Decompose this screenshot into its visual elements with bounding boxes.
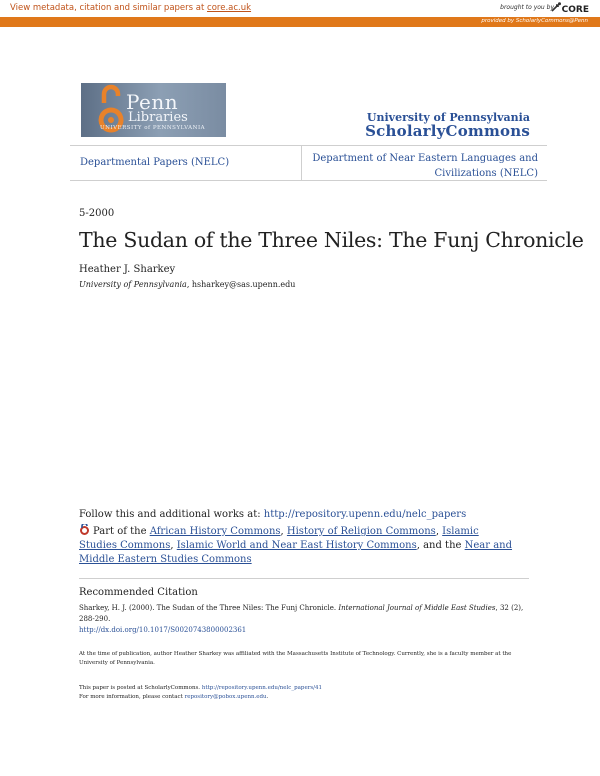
partof-separator: , [280, 526, 287, 537]
penn-logo-university: UNIVERSITY of PENNSYLVANIA [100, 125, 206, 131]
core-logo-text: CORE [561, 5, 589, 15]
core-provided-text: provided by ScholarlyCommons@Penn [481, 18, 588, 24]
departmental-papers-link[interactable]: Departmental Papers (NELC) [80, 157, 230, 168]
islamic-world-near-east-history-commons-link[interactable]: Islamic World and Near East History Commons [176, 540, 417, 551]
african-history-commons-link[interactable]: African History Commons [149, 526, 281, 537]
core-logo-icon [550, 2, 562, 13]
core-brought-text: brought to you by [500, 4, 554, 11]
contact-text: For more information, please contact [79, 694, 185, 700]
follow-url-link[interactable]: http://repository.upenn.edu/nelc_papers [263, 509, 467, 520]
part-of-commons [79, 524, 519, 567]
publication-date: 5-2000 [79, 208, 115, 219]
core-logo[interactable] [550, 2, 589, 15]
author-name: Heather J. Sharkey [79, 264, 176, 275]
citation-doi-link[interactable]: http://dx.doi.org/10.1017/S0020743800002361 [79, 626, 247, 634]
partof-separator: , [170, 540, 177, 551]
affiliation-note: At the time of publication, author Heather Sharkey was affiliated with the Massachusetts Institute of Technology. Currently, she is a faculty member at the University of Pennsylvania. [79, 651, 512, 666]
follow-line [79, 509, 466, 520]
university-name[interactable]: University of Pennsylvania [366, 111, 530, 124]
follow-text: Follow this and additional works at: [79, 509, 264, 520]
header-divider-top [70, 145, 547, 146]
header-divider-vertical [301, 145, 302, 181]
citation-plain: Sharkey, H. J. (2000). The Sudan of the Three Niles: The Funj Chronicle. [79, 604, 339, 612]
islamic-studies-commons-link[interactable]: Islamic Studies Commons [79, 526, 479, 551]
recommended-citation-heading: Recommended Citation [79, 587, 198, 598]
contact-email-link[interactable]: repository@pobox.upenn.edu [184, 694, 267, 700]
partof-and: , and the [416, 540, 465, 551]
partof-separator: , [435, 526, 443, 537]
history-of-religion-commons-link[interactable]: History of Religion Commons [286, 526, 436, 537]
posted-info [79, 684, 539, 702]
core-view-link-text[interactable] [10, 3, 251, 13]
core-view-text: View metadata, citation and similar papers at [10, 3, 208, 13]
department-name-link[interactable]: Department of Near Eastern Languages and Civilizations (NELC) [312, 153, 538, 179]
posted-url-link[interactable]: http://repository.upenn.edu/nelc_papers/41 [201, 685, 323, 691]
citation-details: , 32 (2), 288-290. [79, 604, 524, 623]
near-middle-eastern-studies-commons-link[interactable]: Near and Middle Eastern Studies Commons [79, 540, 513, 565]
affiliation-institution: University of Pennsylvania [79, 280, 187, 289]
posted-text: This paper is posted at ScholarlyCommons. [79, 685, 202, 691]
affiliation-email: , hsharkey@sas.upenn.edu [186, 280, 296, 289]
author-affiliation [79, 280, 295, 289]
contact-period: . [266, 694, 269, 700]
partof-prefix: Part of the [93, 526, 150, 537]
citation-divider [79, 578, 529, 579]
paper-title: The Sudan of the Three Niles: The Funj Chronicle [79, 228, 584, 252]
citation-journal: International Journal of Middle East Studies [338, 604, 496, 612]
penn-logo-word: Penn [126, 90, 179, 114]
penn-logo-libraries: Libraries [128, 110, 188, 125]
citation-text [79, 603, 534, 636]
scholarly-commons-title[interactable]: ScholarlyCommons [365, 122, 530, 140]
core-link[interactable]: core.ac.uk [207, 3, 252, 13]
open-access-icon [79, 524, 90, 535]
